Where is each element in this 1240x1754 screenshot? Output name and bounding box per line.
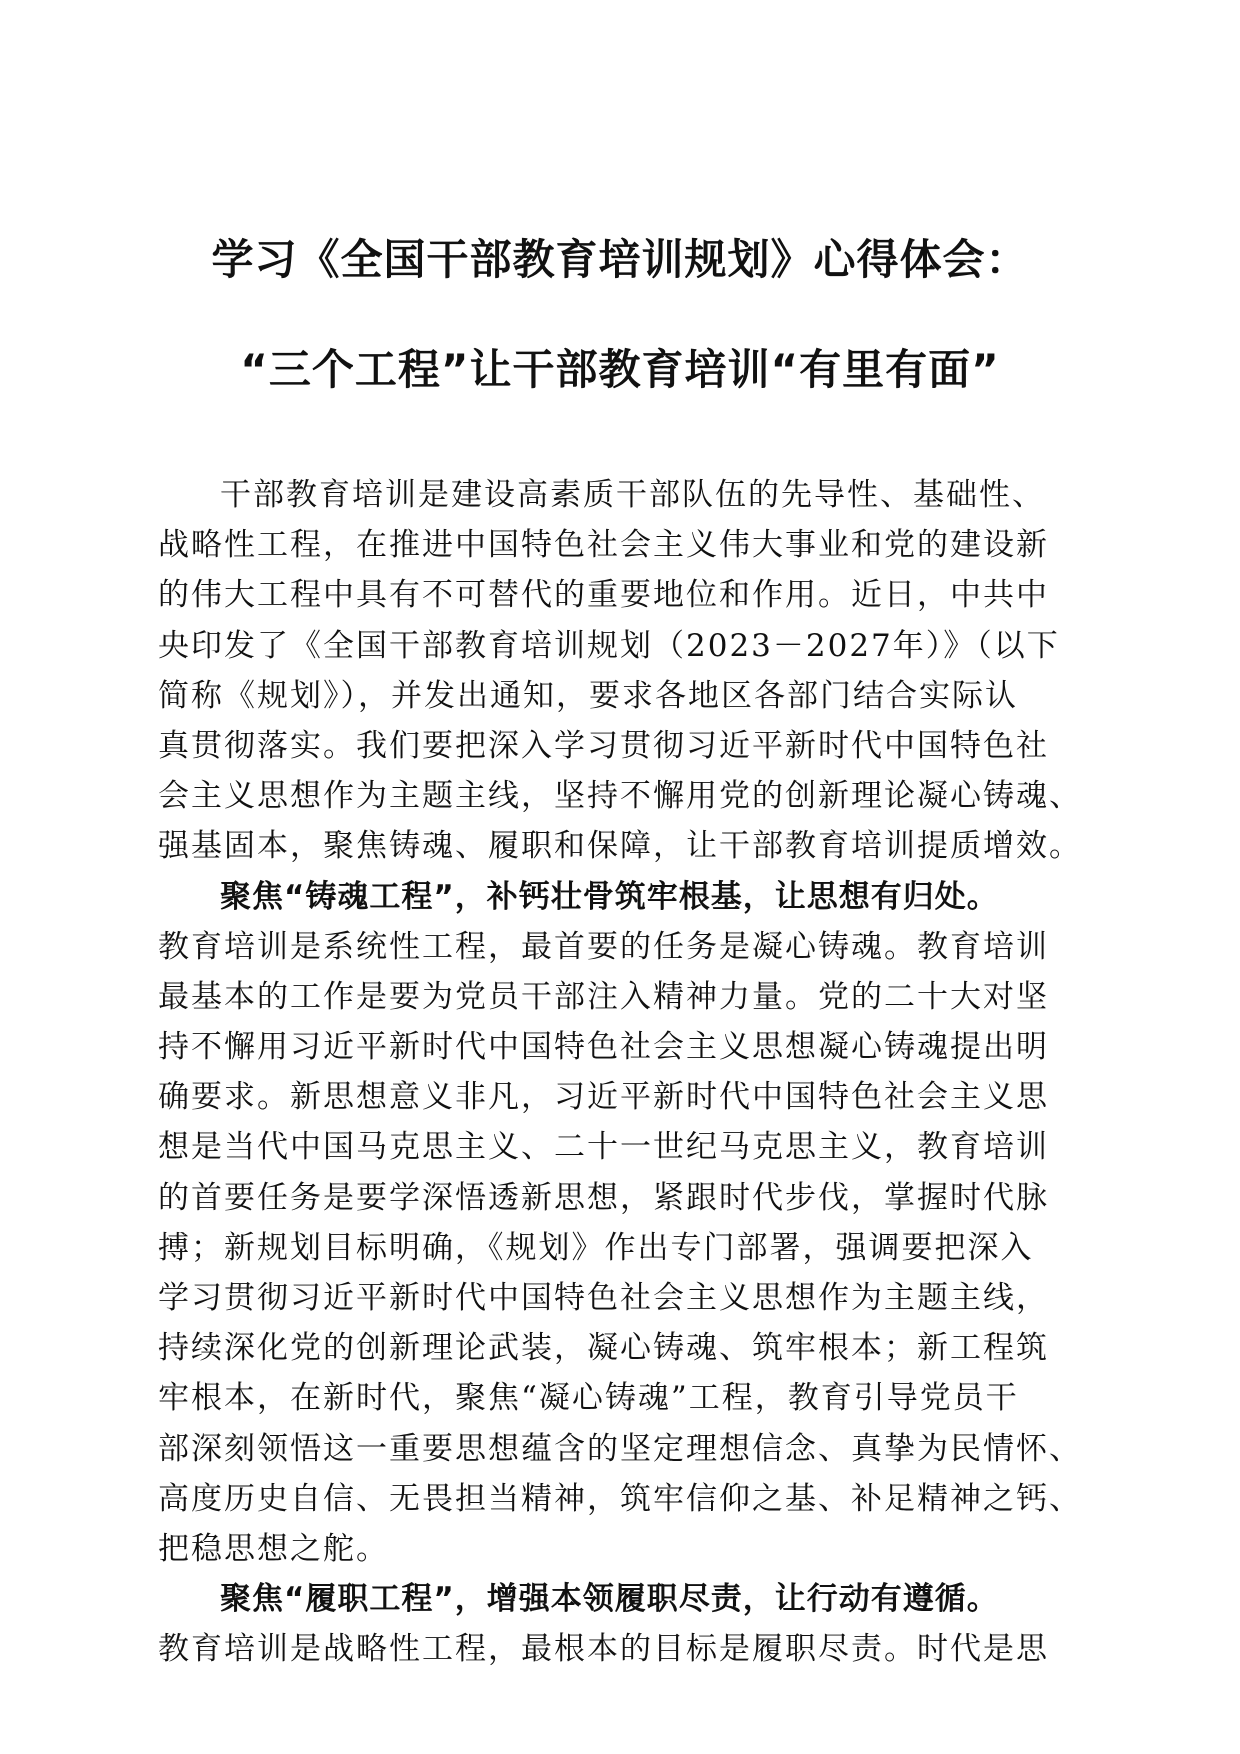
paragraph-line: 最基本的工作是要为党员干部注入精神力量。党的二十大对坚	[158, 978, 1049, 1015]
paragraph-line: 央印发了《全国干部教育培训规划（2023－2027年）》（以下	[158, 627, 1060, 664]
paragraph-line: 持续深化党的创新理论武装，凝心铸魂、筑牢根本；新工程筑	[158, 1330, 1049, 1367]
paragraph-line: 搏；新规划目标明确，《规划》作出专门部署，强调要把深入	[158, 1229, 1034, 1266]
paragraph-line: 教育培训是战略性工程，最根本的目标是履职尽责。时代是思	[158, 1631, 1049, 1668]
body-text	[158, 470, 1088, 1675]
section-heading-soul-project: 聚焦“铸魂工程”，补钙壮骨筑牢根基，让思想有归处。	[220, 878, 999, 915]
paragraph-line: 会主义思想作为主题主线，坚持不懈用党的创新理论凝心铸魂、	[158, 778, 1082, 815]
paragraph-line: 牢根本，在新时代，聚焦“凝心铸魂”工程，教育引导党员干	[158, 1380, 1019, 1417]
paragraph-line: 确要求。新思想意义非凡，习近平新时代中国特色社会主义思	[158, 1079, 1049, 1116]
paragraph-line: 高度历史自信、无畏担当精神，筑牢信仰之基、补足精神之钙、	[158, 1480, 1082, 1517]
title-line-1: 学习《全国干部教育培训规划》心得体会：	[211, 235, 1029, 284]
title-line-2: “三个工程”让干部教育培训“有里有面”	[240, 345, 1000, 394]
paragraph-line: 部深刻领悟这一重要思想蕴含的坚定理想信念、真挚为民情怀、	[158, 1430, 1082, 1467]
paragraph-line: 学习贯彻习近平新时代中国特色社会主义思想作为主题主线，	[158, 1280, 1049, 1316]
paragraph-line: 的伟大工程中具有不可替代的重要地位和作用。近日，中共中	[158, 577, 1049, 614]
paragraph-line: 的首要任务是要学深悟透新思想，紧跟时代步伐，掌握时代脉	[158, 1179, 1049, 1216]
paragraph-line: 教育培训是系统性工程，最首要的任务是凝心铸魂。教育培训	[158, 928, 1049, 965]
paragraph-line: 真贯彻落实。我们要把深入学习贯彻习近平新时代中国特色社	[158, 727, 1049, 764]
paragraph-line: 干部教育培训是建设高素质干部队伍的先导性、基础性、	[220, 477, 1045, 513]
paragraph-line: 强基固本，聚焦铸魂、履职和保障，让干部教育培训提质增效。	[158, 828, 1082, 865]
paragraph-line: 持不懈用习近平新时代中国特色社会主义思想凝心铸魂提出明	[158, 1029, 1049, 1066]
section-heading-duty-project: 聚焦“履职工程”，增强本领履职尽责，让行动有遵循。	[220, 1581, 999, 1618]
paragraph-line: 简称《规划》），并发出通知，要求各地区各部门结合实际认	[158, 677, 1018, 714]
paragraph-line: 想是当代中国马克思主义、二十一世纪马克思主义，教育培训	[158, 1129, 1049, 1166]
paragraph-line: 把稳思想之舵。	[158, 1530, 389, 1567]
paragraph-line: 战略性工程，在推进中国特色社会主义伟大事业和党的建设新	[158, 527, 1049, 564]
